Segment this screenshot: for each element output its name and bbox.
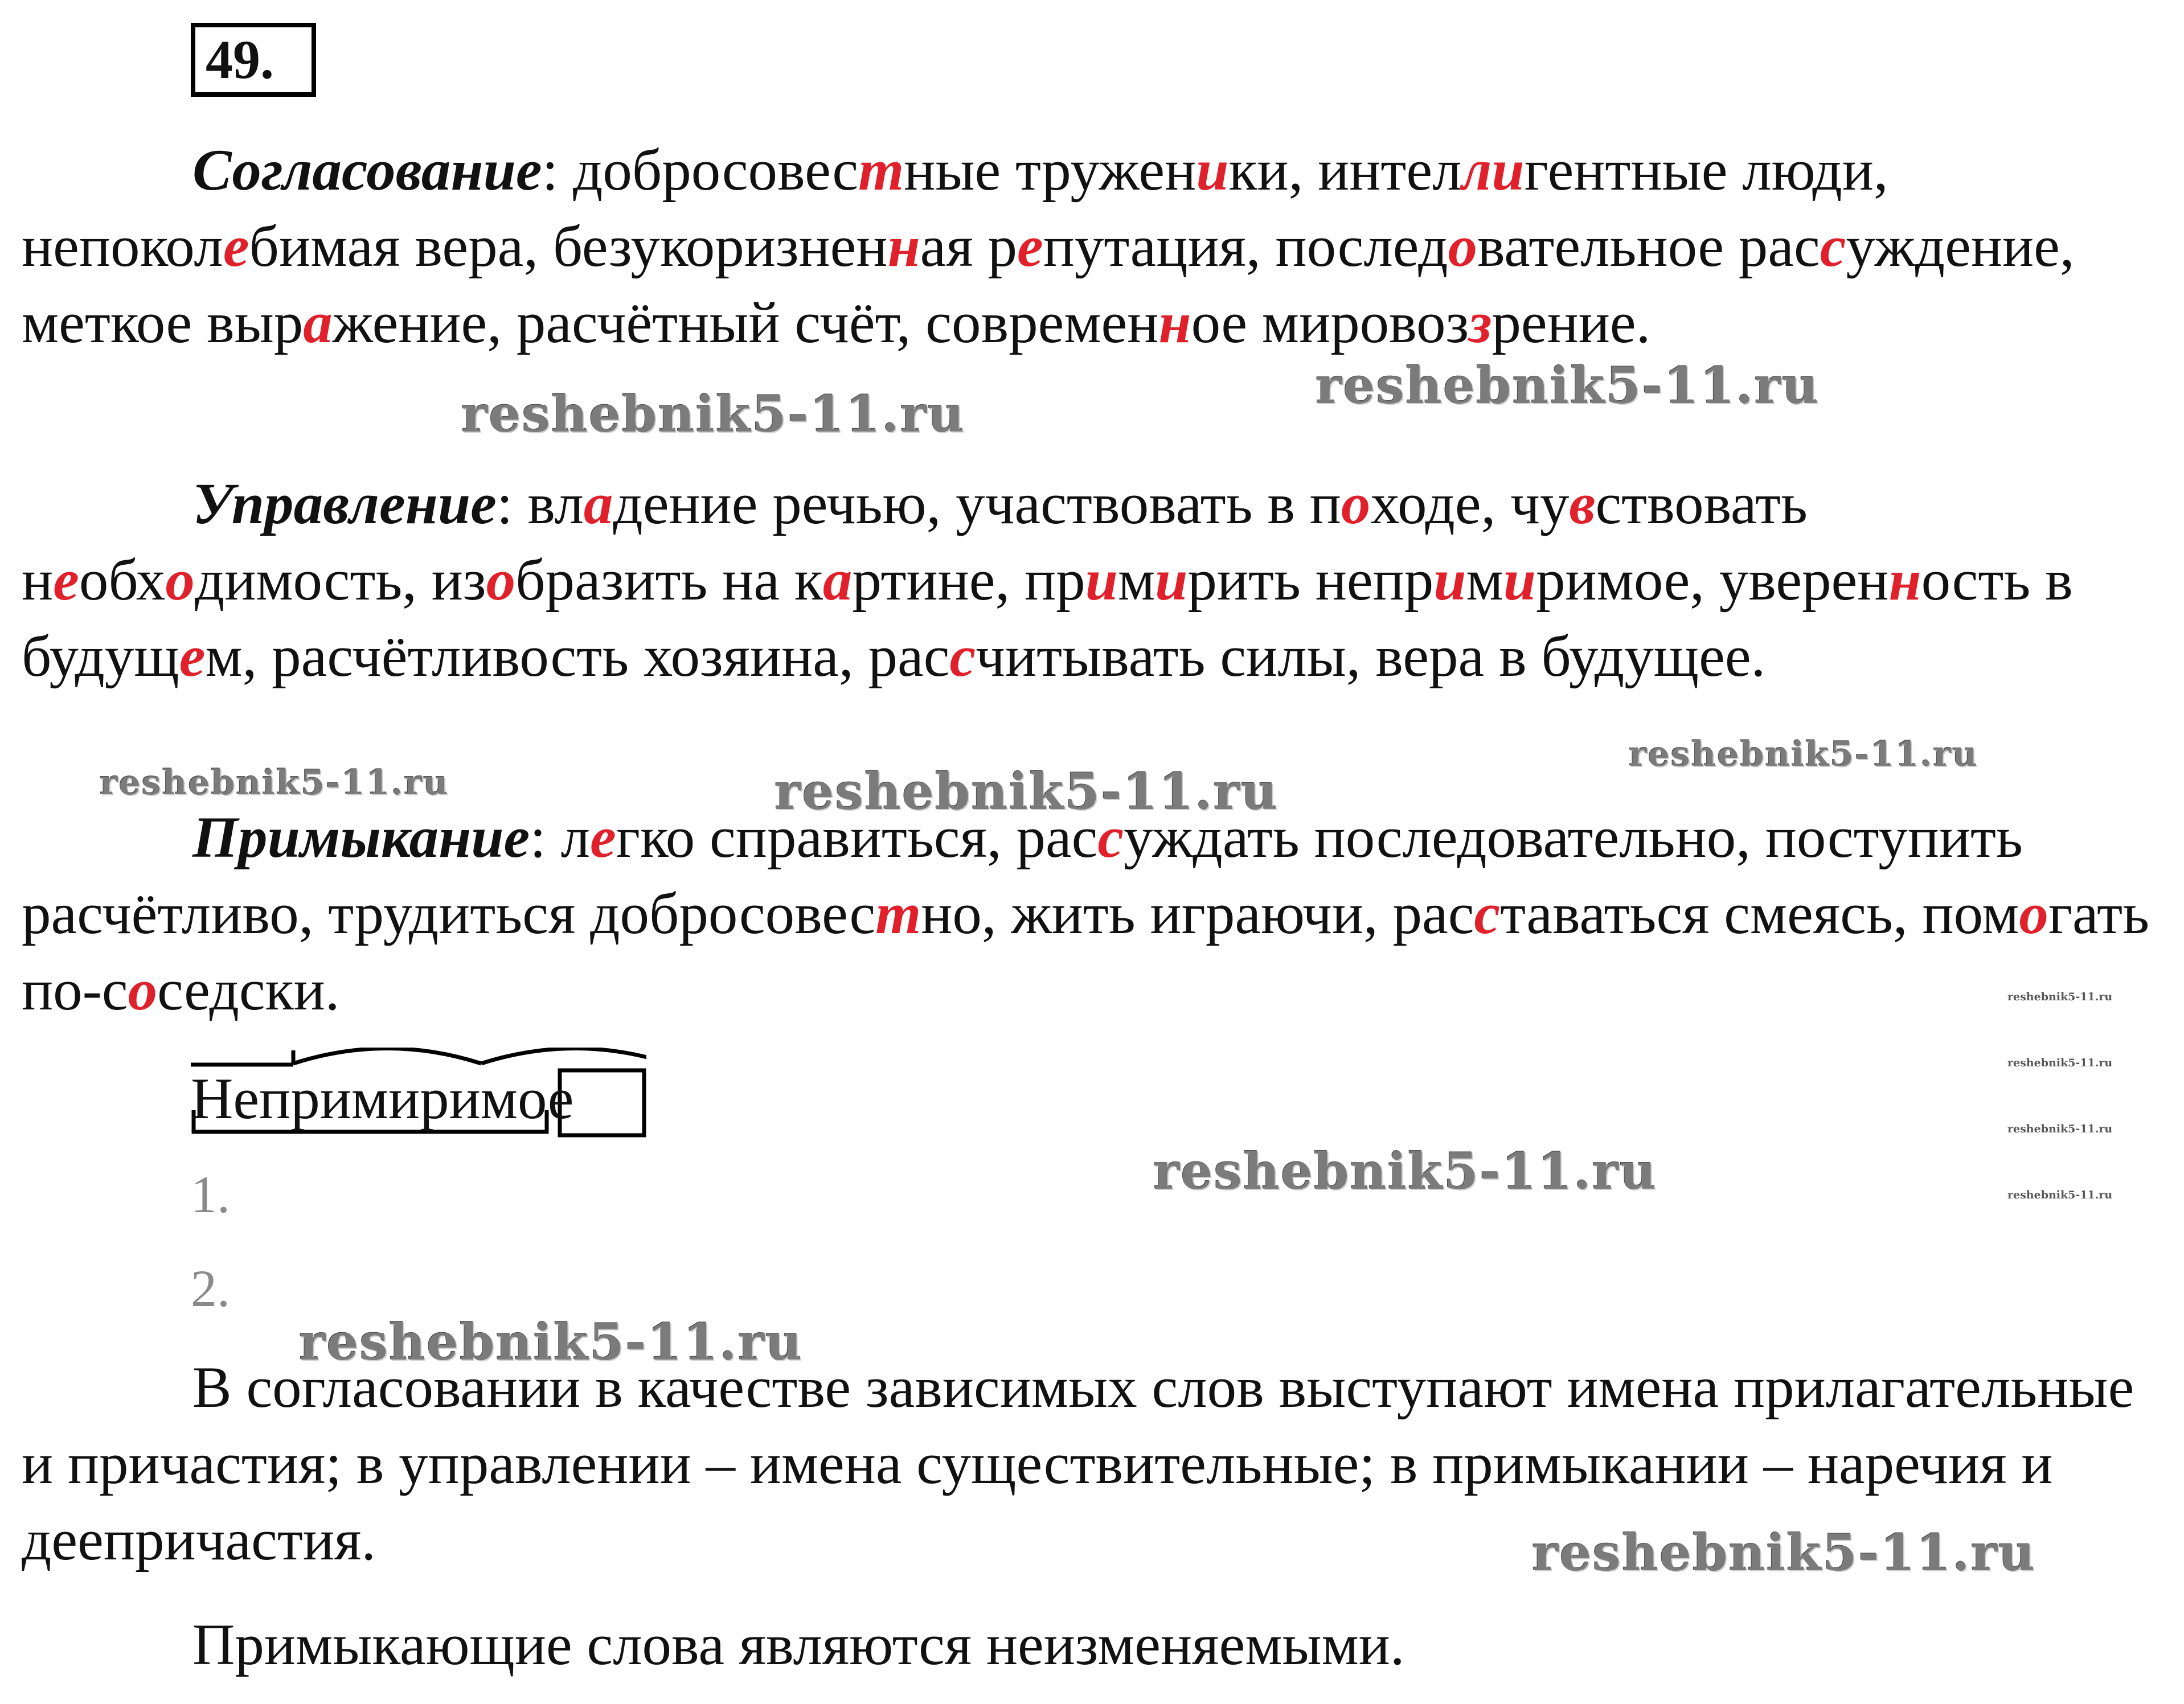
adjunction-paragraph	[22, 799, 2163, 1028]
highlighted-letter: и	[1196, 138, 1229, 203]
watermark: reshebnik5-11.ru	[1532, 1523, 2036, 1582]
text-segment: : вл	[496, 471, 584, 536]
highlighted-letter: з	[1469, 290, 1492, 355]
government-term: Управление	[192, 471, 497, 536]
watermark: reshebnik5-11.ru	[1316, 356, 1820, 415]
adjunction-term: Примыкание	[192, 805, 530, 870]
text-segment: ртине, пр	[852, 548, 1085, 613]
highlighted-letter: о	[486, 548, 516, 613]
highlighted-letter: с	[1474, 881, 1501, 946]
text-segment: : добросовес	[542, 138, 859, 203]
text-segment: м	[1117, 548, 1155, 613]
text-segment: бимая вера, безукоризнен	[249, 214, 888, 279]
text-segment: жение, расчётный счёт, современ	[332, 290, 1159, 355]
highlighted-letter: е	[179, 624, 206, 689]
conclusion-paragraph-2: Примыкающие слова являются неизменяемыми.	[192, 1612, 1405, 1677]
highlighted-letter: о	[165, 548, 195, 613]
text-segment: уждение, меткое выр	[22, 214, 2075, 355]
text-segment: путация, послед	[1043, 214, 1448, 279]
highlighted-letter: и	[1155, 548, 1188, 613]
text-segment: м	[1466, 548, 1503, 613]
highlighted-letter: а	[822, 548, 853, 613]
highlighted-letter: с	[949, 624, 976, 689]
text-segment: гко справиться, рас	[616, 805, 1098, 870]
text-segment: ки, интел	[1228, 138, 1462, 203]
highlighted-letter: и	[1433, 548, 1466, 613]
text-segment: ость в будущ	[22, 548, 2073, 689]
highlighted-letter: о	[2019, 881, 2048, 946]
watermark: reshebnik5-11.ru	[1153, 1142, 1657, 1201]
text-segment: гать по-с	[22, 881, 2150, 1023]
government-paragraph	[22, 466, 2163, 695]
analyzed-word: Непримиримое	[191, 1066, 574, 1131]
watermark: reshebnik5-11.ru	[775, 762, 1279, 821]
text-segment: но, жить играючи, рас	[921, 881, 1474, 946]
root-arc-2	[481, 1049, 646, 1064]
agreement-term: Согласование	[192, 138, 542, 203]
text-segment: обх	[79, 548, 166, 613]
highlighted-letter: о	[1341, 471, 1371, 536]
highlighted-letter: в	[1569, 471, 1596, 536]
list-item-2: 2.	[191, 1259, 230, 1317]
highlighted-letter: о	[1448, 214, 1478, 279]
text-segment: м, расчётливость хозяина, рас	[205, 624, 950, 689]
highlighted-letter: н	[887, 214, 920, 279]
text-segment: рение.	[1491, 290, 1651, 355]
conclusion-paragraph-1: В согласовании в качестве зависимых слов выступают имена прилагательные и причастия; в управлении – имена существительные; в примыкании – наречия и деепричастия.	[22, 1355, 2134, 1572]
text-segment: ные тружен	[904, 138, 1197, 203]
text-segment: рить непр	[1187, 548, 1434, 613]
highlighted-letter: н	[1888, 548, 1921, 613]
watermark: reshebnik5-11.ru	[461, 384, 965, 444]
list-item-1: 1.	[191, 1165, 230, 1223]
text-segment: : л	[530, 805, 591, 870]
highlighted-letter: о	[128, 958, 158, 1023]
text-segment: димость, из	[194, 548, 486, 613]
exercise-number: 49.	[191, 23, 316, 97]
watermark: reshebnik5-11.ru	[2007, 1057, 2113, 1069]
agreement-paragraph	[22, 132, 2163, 361]
text-segment: таваться смеясь, пом	[1500, 881, 2019, 946]
highlighted-letter: е	[1017, 214, 1043, 279]
text-segment: ходе, чу	[1370, 471, 1570, 536]
highlighted-letter: т	[875, 881, 921, 946]
text-segment: ствовать н	[22, 471, 1808, 613]
text-segment: гентные люди, непокол	[22, 138, 1888, 279]
text-segment: читывать силы, вера в будущее.	[976, 624, 1766, 689]
highlighted-letter: с	[1097, 805, 1124, 870]
text-segment: ая р	[920, 214, 1017, 279]
text-segment: уждать последовательно, поступить расчётливо, трудиться добросовес	[22, 805, 2023, 946]
highlighted-letter: ли	[1461, 138, 1525, 203]
watermark: reshebnik5-11.ru	[299, 1312, 803, 1372]
watermark: reshebnik5-11.ru	[2007, 1123, 2113, 1135]
root-arc	[293, 1049, 481, 1064]
text-segment: римое, уверен	[1536, 548, 1889, 613]
highlighted-letter: и	[1085, 548, 1118, 613]
watermark: reshebnik5-11.ru	[2007, 991, 2113, 1003]
word-morpheme-analysis	[191, 1048, 646, 1133]
highlighted-letter: е	[223, 214, 249, 279]
text-segment: седски.	[157, 958, 340, 1023]
highlighted-letter: а	[583, 471, 613, 536]
watermark: reshebnik5-11.ru	[2007, 1189, 2113, 1201]
highlighted-letter: е	[53, 548, 79, 613]
highlighted-letter: т	[858, 138, 904, 203]
highlighted-letter: с	[1820, 214, 1846, 279]
highlighted-letter: и	[1503, 548, 1536, 613]
highlighted-letter: н	[1158, 290, 1191, 355]
text-segment: вательное рас	[1477, 214, 1820, 279]
highlighted-letter: е	[590, 805, 616, 870]
watermark: reshebnik5-11.ru	[1629, 734, 1978, 774]
text-segment: ое мировоз	[1191, 290, 1469, 355]
highlighted-letter: а	[303, 290, 333, 355]
text-segment: бразить на к	[515, 548, 823, 613]
watermark: reshebnik5-11.ru	[100, 763, 449, 803]
text-segment: дение речью, участвовать в п	[613, 471, 1341, 536]
